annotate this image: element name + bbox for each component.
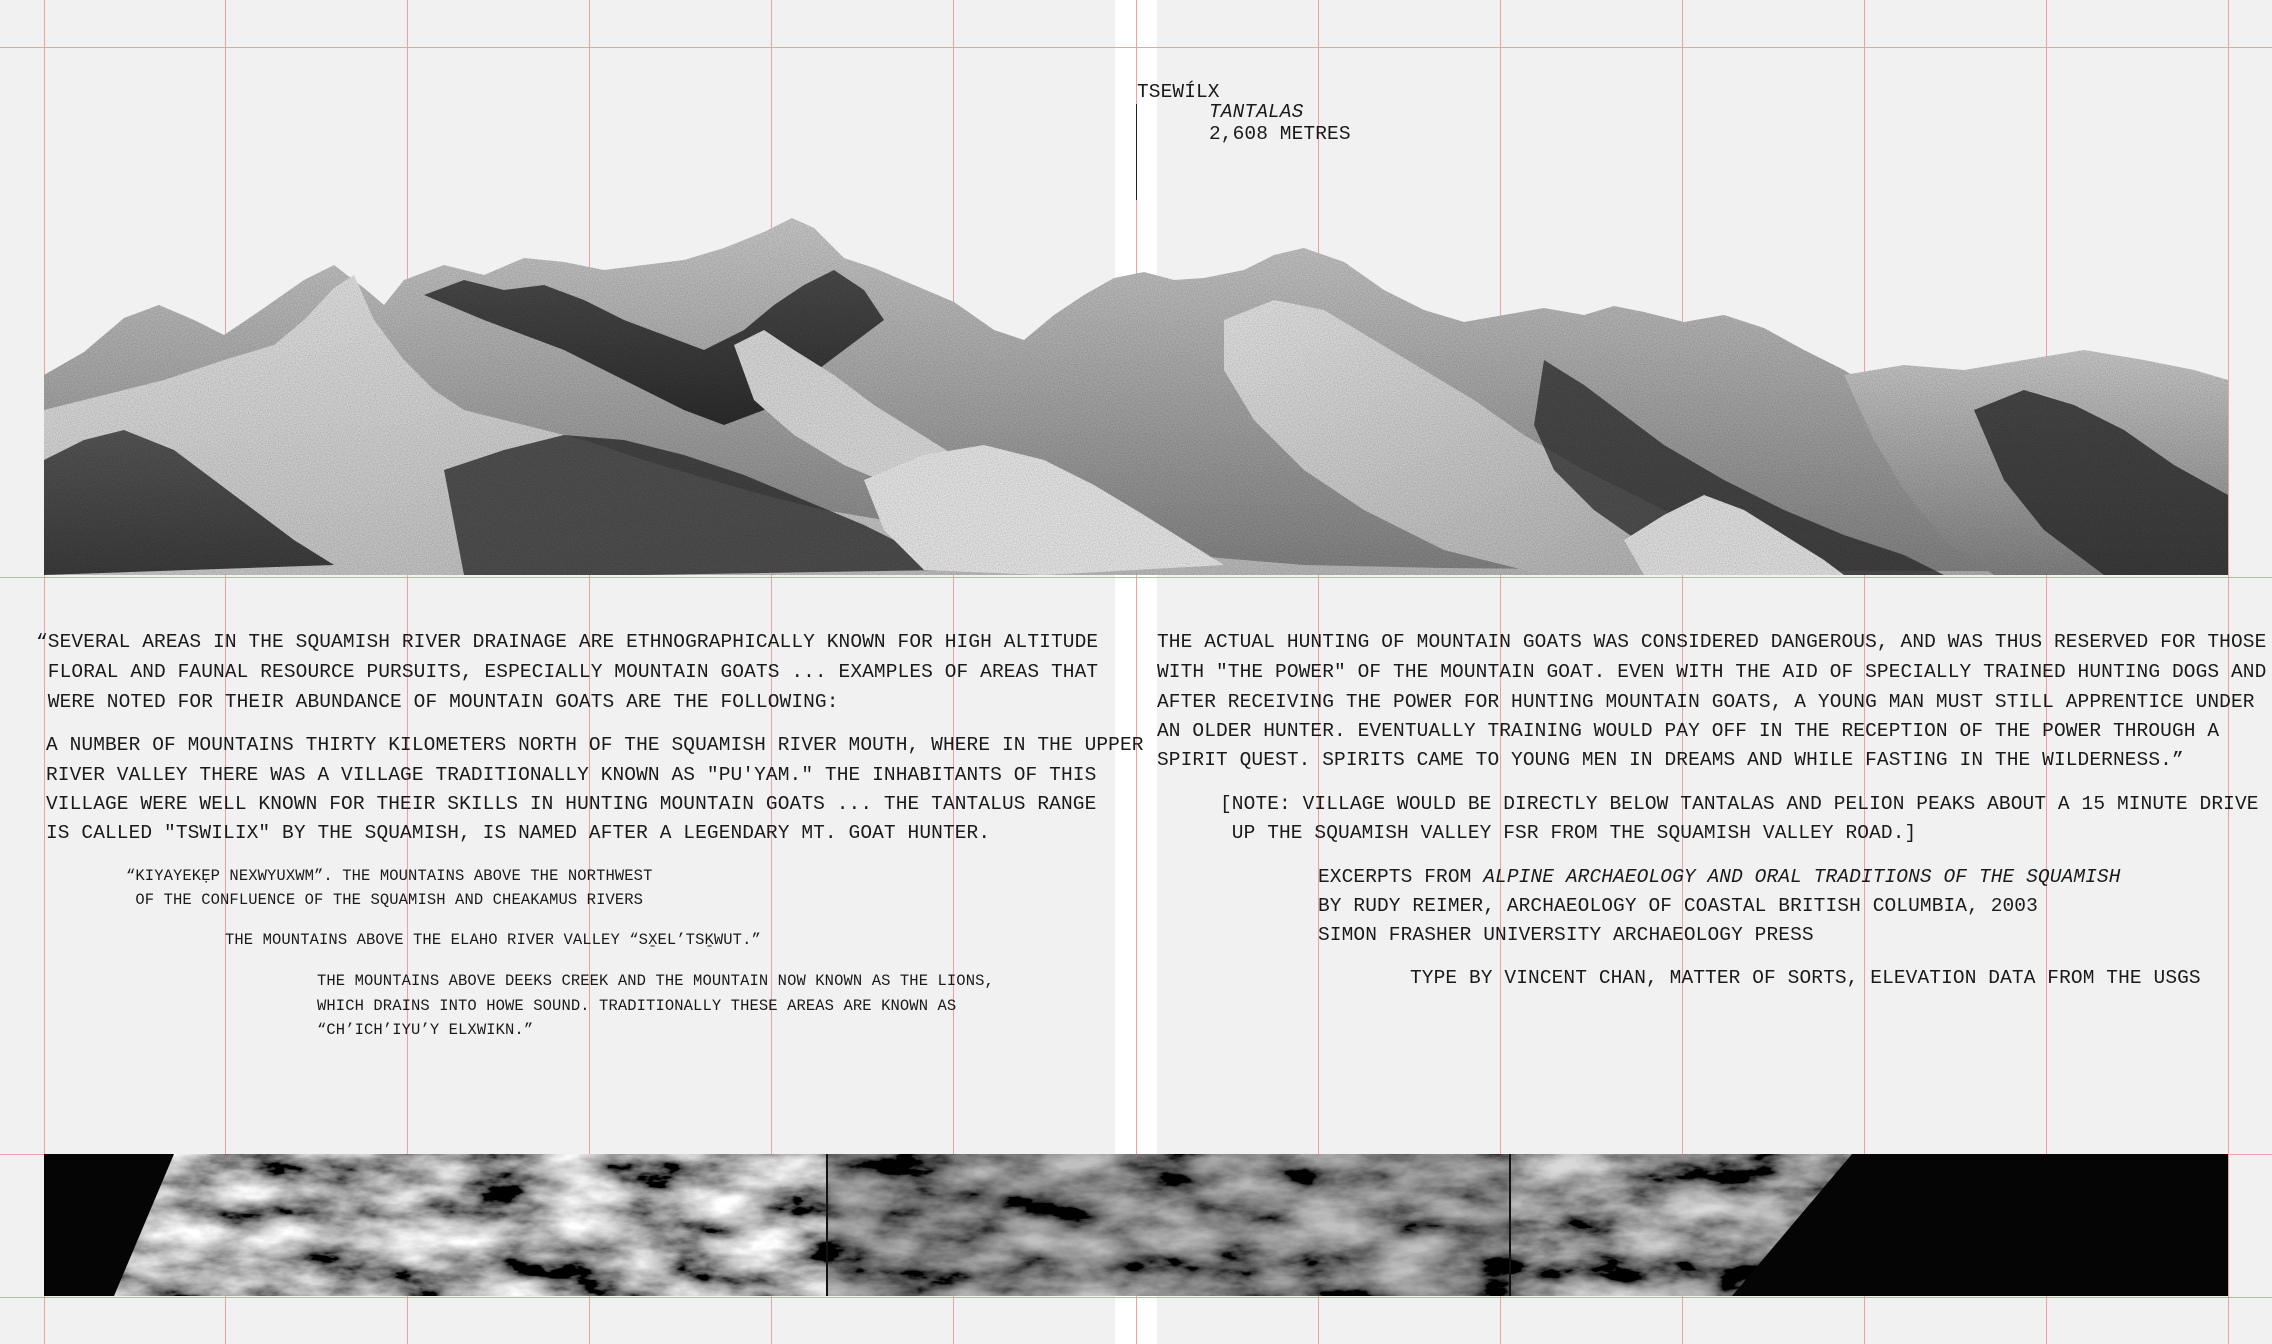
peak-leader-line (1136, 104, 1137, 200)
left-paragraph-line: RIVER VALLEY THERE WAS A VILLAGE TRADITIONALLY KNOWN AS "PU'YAM." THE INHABITANTS OF THIS (46, 764, 1097, 786)
excerpt-source (1318, 863, 2121, 892)
right-paragraph-line: THE ACTUAL HUNTING OF MOUNTAIN GOATS WAS CONSIDERED DANGEROUS, AND WAS THUS RESERVED FOR THOSE (1157, 631, 2267, 653)
mountain-panorama (44, 210, 2228, 575)
right-paragraph-line: AN OLDER HUNTER. EVENTUALLY TRAINING WOULD PAY OFF IN THE RECEPTION OF THE POWER THROUGH A (1157, 720, 2220, 742)
elevation-band (44, 1154, 2228, 1296)
area-note-3-line: “CH’ICH’IYU’Y ELXWIKN.” (317, 1021, 534, 1039)
grid-guide-horizontal (0, 1297, 2272, 1298)
peak-name: TSEWÍLX (1137, 81, 1220, 103)
excerpt-prefix: EXCERPTS FROM (1318, 866, 1484, 888)
left-quote-line: “SEVERAL AREAS IN THE SQUAMISH RIVER DRAINAGE ARE ETHNOGRAPHICALLY KNOWN FOR HIGH ALTITUDE (36, 631, 1099, 653)
area-note-3-line: THE MOUNTAINS ABOVE DEEKS CREEK AND THE MOUNTAIN NOW KNOWN AS THE LIONS, (317, 972, 994, 990)
excerpt-title: ALPINE ARCHAEOLOGY AND ORAL TRADITIONS OF THE SQUAMISH (1483, 866, 2121, 888)
left-quote-line: WERE NOTED FOR THEIR ABUNDANCE OF MOUNTAIN GOATS ARE THE FOLLOWING: (36, 691, 839, 713)
area-note-2: THE MOUNTAINS ABOVE THE ELAHO RIVER VALLEY “SX̱EL’TSḴWUT.” (225, 931, 761, 949)
village-note-line: [NOTE: VILLAGE WOULD BE DIRECTLY BELOW TANTALAS AND PELION PEAKS ABOUT A 15 MINUTE DRIVE (1220, 793, 2259, 815)
grid-guide-horizontal (0, 577, 2272, 578)
area-note-3-line: WHICH DRAINS INTO HOWE SOUND. TRADITIONALLY THESE AREAS ARE KNOWN AS (317, 997, 957, 1015)
type-credit: TYPE BY VINCENT CHAN, MATTER OF SORTS, ELEVATION DATA FROM THE USGS (1410, 967, 2201, 989)
right-paragraph-line: SPIRIT QUEST. SPIRITS CAME TO YOUNG MEN IN DREAMS AND WHILE FASTING IN THE WILDERNESS.” (1157, 749, 2184, 771)
credit-line: BY RUDY REIMER, ARCHAEOLOGY OF COASTAL BRITISH COLUMBIA, 2003 (1318, 895, 2038, 917)
left-paragraph-line: VILLAGE WERE WELL KNOWN FOR THEIR SKILLS IN HUNTING MOUNTAIN GOATS ... THE TANTALUS RANGE (46, 793, 1097, 815)
left-paragraph-line: IS CALLED "TSWILIX" BY THE SQUAMISH, IS NAMED AFTER A LEGENDARY MT. GOAT HUNTER. (46, 822, 991, 844)
credit-line: SIMON FRASHER UNIVERSITY ARCHAEOLOGY PRESS (1318, 924, 1814, 946)
left-quote-line: FLORAL AND FAUNAL RESOURCE PURSUITS, ESPECIALLY MOUNTAIN GOATS ... EXAMPLES OF AREAS THAT (36, 661, 1099, 683)
grid-guide-horizontal (0, 47, 2272, 48)
grid-guide-vertical (1136, 0, 1137, 1344)
area-note-1-line: OF THE CONFLUENCE OF THE SQUAMISH AND CHEAKAMUS RIVERS (126, 891, 644, 909)
right-paragraph-line: AFTER RECEIVING THE POWER FOR HUNTING MOUNTAIN GOATS, A YOUNG MAN MUST STILL APPRENTICE UNDER (1157, 691, 2255, 713)
left-paragraph-line: A NUMBER OF MOUNTAINS THIRTY KILOMETERS NORTH OF THE SQUAMISH RIVER MOUTH, WHERE IN THE UPPER (46, 734, 1144, 756)
peak-alt-name: TANTALAS (1209, 101, 1304, 123)
right-paragraph-line: WITH "THE POWER" OF THE MOUNTAIN GOAT. EVEN WITH THE AID OF SPECIALLY TRAINED HUNTING DOGS AND (1157, 661, 2267, 683)
peak-elevation: 2,608 METRES (1209, 123, 1351, 145)
area-note-1-line: “KIYAYEKẸP NEXWYUXWM”. THE MOUNTAINS ABOVE THE NORTHWEST (126, 867, 653, 885)
village-note-line: UP THE SQUAMISH VALLEY FSR FROM THE SQUAMISH VALLEY ROAD.] (1220, 822, 1917, 844)
